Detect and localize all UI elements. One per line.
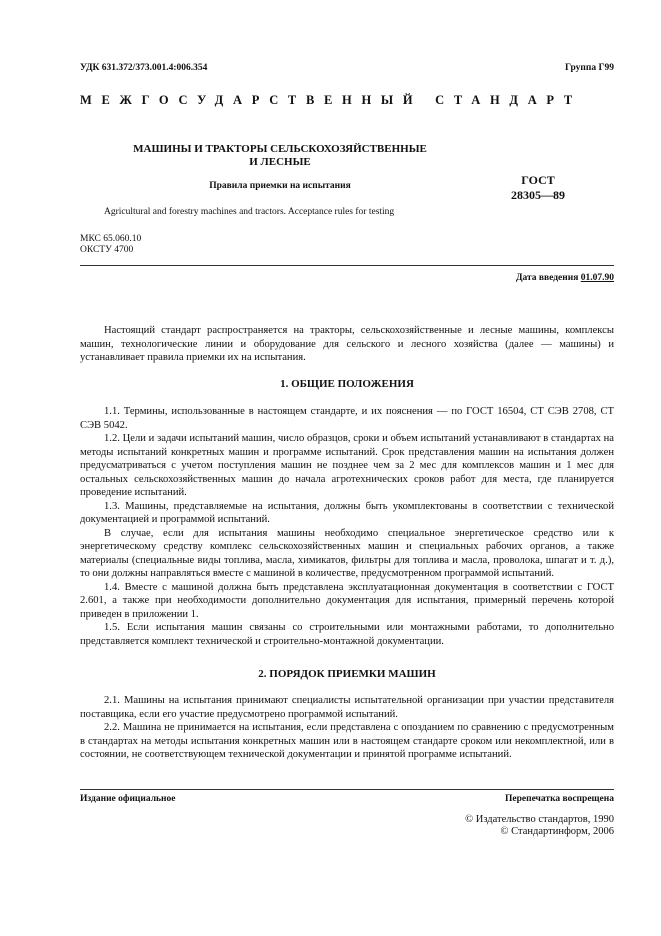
copyright-block	[465, 814, 614, 838]
footer-divider	[80, 789, 614, 790]
english-title: Agricultural and forestry machines and tractors. Acceptance rules for testing	[104, 207, 395, 217]
intro-date-value: 01.07.90	[580, 273, 614, 283]
gost-number: 28305—89	[511, 188, 565, 202]
document-subtitle: Правила приемки на испытания	[209, 181, 351, 191]
gost-label: ГОСТ	[521, 173, 555, 187]
reprint-notice: Перепечатка воспрещена	[504, 794, 614, 804]
paragraph-2-1: 2.1. Машины на испытания принимают специалисты испытательной организации при участии представителя поставщика, если его участие предусмотрено программой испытаний.	[80, 695, 614, 720]
mks-code: МКС 65.060.10	[80, 234, 142, 244]
introduction-date	[516, 273, 614, 283]
paragraph-2-2: 2.2. Машина не принимается на испытания, если представлена с опозданием по сравнению с предусмотренным в стандартах на методы испытания конкретных машин или в настоящем стандарте сроком или некомплектной, или в состоянии, не соответствующем технической документации и принятой программе испытаний.	[80, 722, 614, 760]
section-2-heading: 2. ПОРЯДОК ПРИЕМКИ МАШИН	[258, 668, 436, 680]
intro-block	[80, 324, 614, 365]
document-title	[100, 143, 460, 169]
header-divider	[80, 265, 614, 266]
paragraph-1-2: 1.2. Цели и задачи испытаний машин, число образцов, сроки и объем испытаний устанавливают в стандартах на методы испытаний конкретных машин и программе испытаний. Срок представления машин на испытания должен предусматриваться с учетом поступления машин не позднее чем за 2 мес для комплексов машин и 1 мес для остальных сельскохозяйственных машин до начала агротехнических сроков работ для места, где планируется проведение испытаний.	[80, 433, 614, 498]
paragraph-1-3: 1.3. Машины, представляемые на испытания, должны быть укомплектованы в соответствии с технической документацией и программой испытаний.	[80, 500, 614, 525]
okstu-code: ОКСТУ 4700	[80, 245, 134, 255]
section-1-heading: 1. ОБЩИЕ ПОЛОЖЕНИЯ	[280, 378, 414, 390]
title-line-2: И ЛЕСНЫЕ	[249, 156, 311, 168]
standard-banner: МЕЖГОСУДАРСТВЕННЫЙ СТАНДАРТ	[80, 93, 582, 107]
classification-codes	[80, 234, 141, 256]
official-edition: Издание официальное	[80, 794, 176, 804]
udc-code: УДК 631.372/373.001.4:006.354	[80, 63, 208, 73]
intro-paragraph: Настоящий стандарт распространяется на тракторы, сельскохозяйственные и лесные машины, комплексы машин, технологические линии и оборудование для сельского и лесного хозяйства (далее — машины) и устанавливает правила приемки их на испытания.	[80, 325, 614, 363]
paragraph-1-3-cont: В случае, если для испытания машины необходимо специальное энергетическое средство или к энергетическому средству комплекс сельскохозяйственных машин и специальных рабочих органов, а также материалы (специальные виды топлива, масла, химикатов, фильтры для топлива и масла, проволока, шпагат и т. д.), то они должны направляться вместе с машиной в количестве, предусмотренном программой испытаний.	[80, 527, 614, 579]
section-2-body	[80, 694, 614, 762]
gost-designation	[488, 173, 588, 203]
title-line-1: МАШИНЫ И ТРАКТОРЫ СЕЛЬСКОХОЗЯЙСТВЕННЫЕ	[133, 143, 427, 155]
group-code: Группа Г99	[565, 63, 614, 73]
copyright-1: © Издательство стандартов, 1990	[465, 814, 614, 825]
paragraph-1-5: 1.5. Если испытания машин связаны со строительными или монтажными работами, то дополнительно представляется комплект технической и строительно-монтажной документации.	[80, 622, 614, 647]
copyright-2: © Стандартинформ, 2006	[500, 826, 614, 837]
intro-date-label: Дата введения	[515, 273, 579, 283]
paragraph-1-4: 1.4. Вместе с машиной должна быть представлена эксплуатационная документация в соответствии с ГОСТ 2.601, а также при необходимости дополнительно документация для испытания, примерный перечень которой приведен в приложении 1.	[80, 581, 614, 620]
section-1-body	[80, 405, 614, 648]
paragraph-1-1: 1.1. Термины, использованные в настоящем стандарте, и их пояснения — по ГОСТ 16504, СТ СЭВ 2708, СТ СЭВ 5042.	[80, 406, 614, 431]
